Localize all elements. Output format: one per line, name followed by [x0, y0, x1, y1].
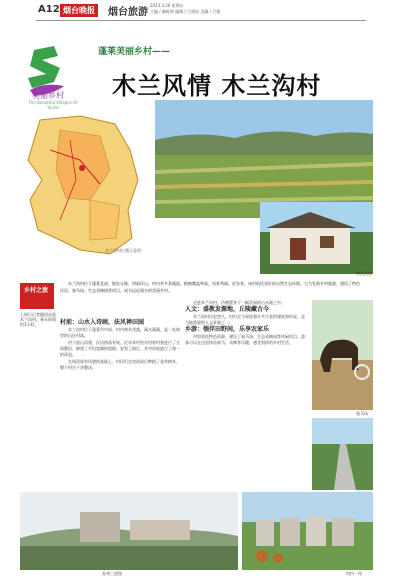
col2-paragraph-2: 木兰沟村历史悠久，村内至今保留着许多古老的建筑和传说，是当地重要的人文景观之一。 [185, 314, 305, 325]
caption-photo-wall: 苏州三道堡 [102, 571, 122, 576]
header-date: 2013.3.26 星期五 [150, 3, 184, 8]
photo-horse [312, 300, 373, 410]
subhead-3: 乡游：徜徉田野间，乐享农家乐 [185, 326, 270, 333]
subhead-1: 村前：山水入诗画，法风禅田园 [60, 319, 145, 326]
map-caption: 木兰沟村位置示意图 [105, 248, 141, 253]
section-tag-text: 乡村之旅 [24, 287, 49, 294]
caption-photo-village: 村内一角 [346, 571, 362, 576]
caption-photo-horse: 骑马场 [356, 411, 368, 416]
col1-paragraph-2: 村子依山而建，民居错落有致。近年来村里对村容村貌进行了全面整治，修建了平坦宽阔的道路，安装了路灯，并对房屋进行了统一的改造。 [60, 340, 180, 357]
photo-vineyard [155, 100, 373, 218]
logo-script-text: 美丽乡村 [32, 91, 64, 100]
side-note: 上周日记者随团走进木兰沟村。乘车时间约1小时。 [20, 312, 56, 327]
photo-wall [20, 492, 238, 570]
photo-village [242, 492, 373, 570]
header-meta [150, 3, 220, 15]
page-title: 木兰风情 木兰沟村 [112, 72, 322, 100]
map-graphic [20, 110, 145, 260]
intro-paragraph: 木兰沟村位于蓬莱北部，地处丘陵，四面环山。村内有多条溪流，植被覆盖率高，风景秀丽。近年来，该村依托良好的自然生态环境，大力发展乡村旅游，建设了特色民居、骑马场、生态采摘园等项目，成为远近闻名的美丽乡村。 [60, 281, 360, 293]
beautiful-village-logo [24, 42, 82, 114]
location-map [20, 110, 145, 260]
logo-graphic [24, 42, 82, 100]
section-tag [20, 283, 54, 309]
series-kicker: 蓬莱美丽乡村—— [98, 47, 171, 57]
col2-paragraph-3: 村里依托特色资源，建设了骑马场、生态采摘园等休闲项目，游客可以在这里体验骑马、采摘等乐趣，感受别样的乡村生活。 [185, 334, 305, 345]
header-rule [36, 20, 366, 21]
photo-house [260, 202, 373, 274]
page-header [0, 0, 401, 22]
header-editors: 主编 / 廉乾坤 编辑 / 吕建国 美编 / 吕媛 [150, 9, 221, 14]
page-number: A12 [38, 4, 60, 15]
subhead-2: 人文：盛教发源地，丘陵藏古今 [185, 306, 270, 313]
logo-caption: The Beautiful Villages Of Yantai [28, 100, 78, 110]
section-title: 烟台旅游 [108, 7, 148, 18]
article-column-1 [60, 320, 180, 372]
caption-photo-house: 特色民居 [356, 271, 372, 276]
village-marker [79, 165, 85, 171]
col1-paragraph-3: 在保留原有风貌的基础上，村民们在房前屋后种植了花草树木，整个村庄干净整洁。 [60, 359, 180, 370]
col1-paragraph-1: 木兰沟村位于蓬莱市中部，村内林木茂盛，溪水潺潺，是一处典型的山区村落。 [60, 327, 180, 338]
col2-paragraph-1: 走进木兰沟村，仿佛置身于一幅美丽的山水画之中。 [193, 300, 285, 305]
photo-road [312, 418, 373, 490]
article-column-2 [185, 300, 305, 347]
paper-name: 烟台晚报 [60, 4, 98, 17]
